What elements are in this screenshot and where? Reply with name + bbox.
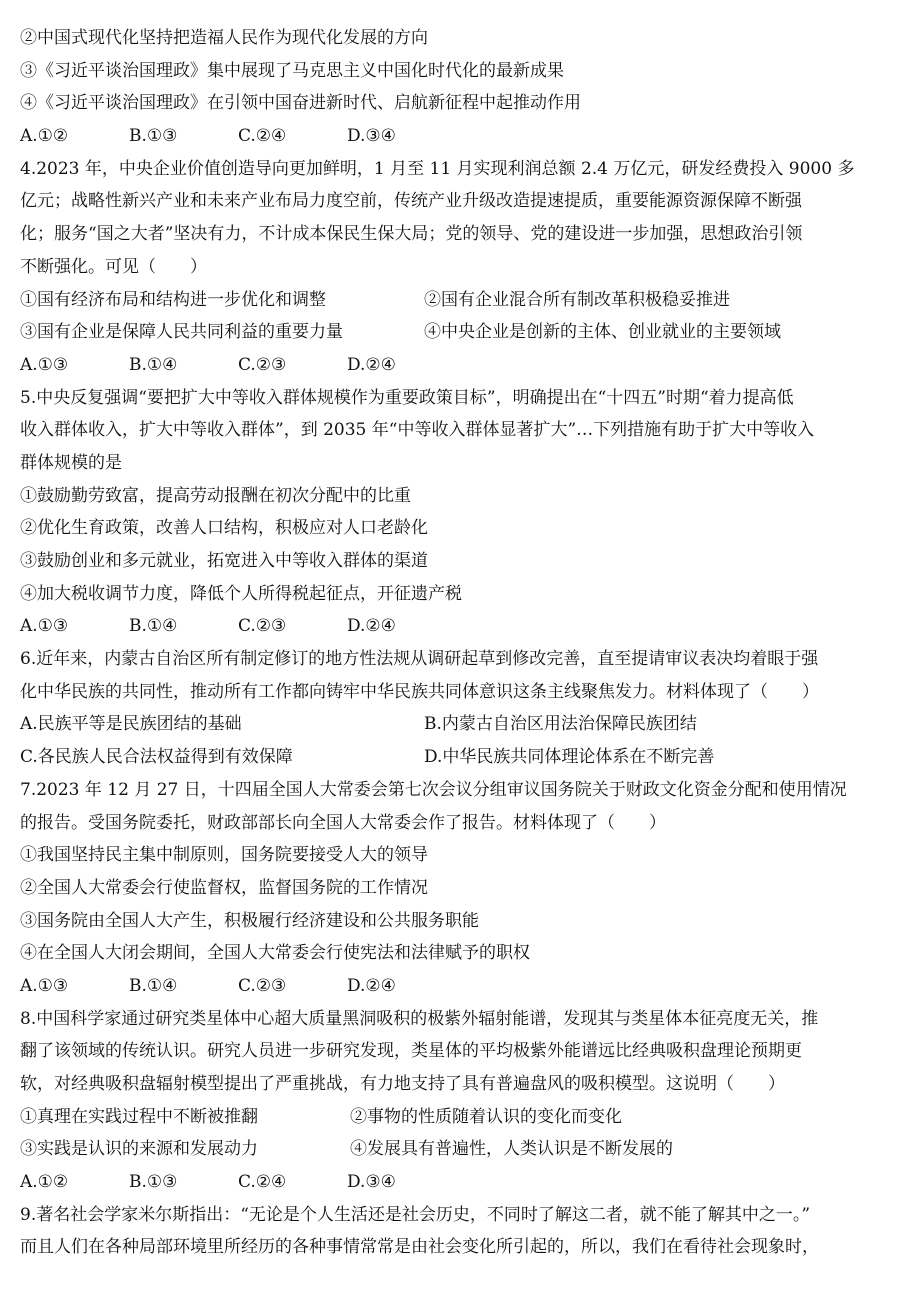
answer-options — [20, 120, 882, 153]
question-3-tail — [20, 22, 882, 153]
choice-items-row — [20, 1101, 882, 1134]
question-stem: 软，对经典吸积盘辐射模型提出了严重挑战，有力地支持了具有普遍盘风的吸积模型。这说明（ ） — [20, 1074, 785, 1094]
choice-item: ④加大税收调节力度，降低个人所得税起征点，开征遗产税 — [20, 583, 462, 604]
option-d[interactable]: D.③④ — [347, 126, 396, 147]
answer-options — [20, 708, 882, 741]
option-c[interactable]: C.②④ — [238, 1172, 287, 1193]
choice-item: ②国有企业混合所有制改革积极稳妥推进 — [424, 289, 730, 310]
option-b[interactable]: B.①③ — [129, 126, 178, 147]
choice-item: ③实践是认识的来源和发展动力 — [20, 1139, 258, 1160]
choice-item: ④中央企业是创新的主体、创业就业的主要领域 — [424, 322, 781, 343]
question-stem: 4.2023 年，中央企业价值创造导向更加鲜明，1 月至 11 月实现利润总额 2.4 万亿元，研发经费投入 9000 多 — [20, 158, 855, 179]
question-stem: 的报告。受国务院委托，财政部部长向全国人大常委会作了报告。材料体现了（ ） — [20, 812, 666, 833]
choice-item: ①我国坚持民主集中制原则，国务院要接受人大的领导 — [20, 845, 428, 866]
question-stem: 群体规模的是 — [20, 452, 122, 473]
answer-options — [20, 741, 882, 774]
option-d[interactable]: D.②④ — [347, 354, 396, 375]
question-stem: 8.中国科学家通过研究类星体中心超大质量黑洞吸积的极紫外辐射能谱，发现其与类星体本征亮度无关，推 — [20, 1008, 819, 1029]
choice-item: ③国有企业是保障人民共同利益的重要力量 — [20, 322, 343, 343]
option-c[interactable]: C.②③ — [238, 354, 287, 375]
choice-item: ④发展具有普遍性，人类认识是不断发展的 — [350, 1139, 673, 1160]
choice-item: ④在全国人大闭会期间，全国人大常委会行使宪法和法律赋予的职权 — [20, 943, 530, 964]
option-b[interactable]: B.①④ — [129, 354, 178, 375]
question-4 — [20, 153, 882, 382]
choice-items-row — [20, 1133, 882, 1166]
choice-item: ④《习近平谈治国理政》在引领中国奋进新时代、启航新征程中起推动作用 — [20, 93, 581, 114]
option-b[interactable]: B.①③ — [129, 1172, 178, 1193]
option-c[interactable]: C.②③ — [238, 975, 287, 996]
choice-item: ③鼓励创业和多元就业，拓宽进入中等收入群体的渠道 — [20, 551, 428, 571]
option-d[interactable]: D.②④ — [347, 975, 396, 996]
option-a[interactable]: A.民族平等是民族团结的基础 — [20, 714, 242, 735]
answer-options — [20, 610, 882, 643]
option-c[interactable]: C.②③ — [238, 616, 287, 637]
question-5 — [20, 382, 882, 644]
option-a[interactable]: A.①③ — [20, 975, 69, 996]
choice-item: ①鼓励勤劳致富，提高劳动报酬在初次分配中的比重 — [20, 485, 411, 506]
option-a[interactable]: A.①② — [20, 1172, 69, 1193]
choice-item: ②中国式现代化坚持把造福人民作为现代化发展的方向 — [20, 28, 428, 48]
option-b[interactable]: B.内蒙古自治区用法治保障民族团结 — [424, 714, 697, 735]
question-7 — [20, 774, 882, 1003]
choice-items-row — [20, 316, 882, 349]
choice-item: ①国有经济布局和结构进一步优化和调整 — [20, 289, 326, 310]
question-stem: 5.中央反复强调“要把扩大中等收入群体规模作为重要政策目标”，明确提出在“十四五”时期“着力提高低 — [20, 387, 794, 408]
question-stem: 7.2023 年 12 月 27 日，十四届全国人大常委会第七次会议分组审议国务院关于财政文化资金分配和使用情况 — [20, 779, 847, 800]
question-stem: 不断强化。可见（ ） — [20, 256, 207, 277]
option-d[interactable]: D.中华民族共同体理论体系在不断完善 — [424, 747, 715, 768]
question-stem: 化；服务“国之大者”坚决有力，不计成本保民生保大局；党的领导、党的建设进一步加强，思想政治引领 — [20, 224, 803, 245]
choice-item: ③《习近平谈治国理政》集中展现了马克思主义中国化时代化的最新成果 — [20, 60, 564, 81]
exam-page — [20, 22, 882, 1264]
option-a[interactable]: A.①② — [20, 126, 69, 147]
option-c[interactable]: C.各民族人民合法权益得到有效保障 — [20, 747, 293, 768]
choice-item: ③国务院由全国人大产生，积极履行经济建设和公共服务职能 — [20, 910, 479, 931]
question-stem: 翻了该领域的传统认识。研究人员进一步研究发现，类星体的平均极紫外能谱远比经典吸积盘理论预期更 — [20, 1041, 802, 1062]
option-a[interactable]: A.①③ — [20, 354, 69, 375]
question-stem: 6.近年来，内蒙古自治区所有制定修订的地方性法规从调研起草到修改完善，直至提请审议表决均着眼于强 — [20, 649, 819, 670]
question-stem: 而且人们在各种局部环境里所经历的各种事情常常是由社会变化所引起的，所以，我们在看待社会现象时， — [20, 1237, 819, 1258]
option-b[interactable]: B.①④ — [129, 975, 178, 996]
question-stem: 9.著名社会学家米尔斯指出：“无论是个人生活还是社会历史，不同时了解这二者，就不能了解其中之一。” — [20, 1204, 811, 1225]
answer-options — [20, 349, 882, 382]
question-stem: 亿元；战略性新兴产业和未来产业布局力度空前，传统产业升级改造提速提质，重要能源资源保障不断强 — [20, 191, 802, 212]
option-d[interactable]: D.③④ — [347, 1172, 396, 1193]
question-9 — [20, 1199, 882, 1264]
question-6 — [20, 643, 882, 774]
answer-options — [20, 970, 882, 1003]
question-stem: 化中华民族的共同性，推动所有工作都向铸牢中华民族共同体意识这条主线聚焦发力。材料体现了（ ） — [20, 681, 819, 702]
answer-options — [20, 1166, 882, 1199]
option-a[interactable]: A.①③ — [20, 616, 69, 637]
option-b[interactable]: B.①④ — [129, 616, 178, 637]
choice-item: ②事物的性质随着认识的变化而变化 — [350, 1106, 622, 1127]
question-8 — [20, 1003, 882, 1199]
option-d[interactable]: D.②④ — [347, 616, 396, 637]
choice-item: ②优化生育政策，改善人口结构，积极应对人口老龄化 — [20, 518, 428, 539]
option-c[interactable]: C.②④ — [238, 126, 287, 147]
choice-item: ①真理在实践过程中不断被推翻 — [20, 1106, 258, 1127]
choice-items-row — [20, 284, 882, 317]
choice-item: ②全国人大常委会行使监督权，监督国务院的工作情况 — [20, 877, 428, 898]
question-stem: 收入群体收入，扩大中等收入群体”，到 2035 年“中等收入群体显著扩大”…下列措施有助于扩大中等收入 — [20, 420, 815, 441]
